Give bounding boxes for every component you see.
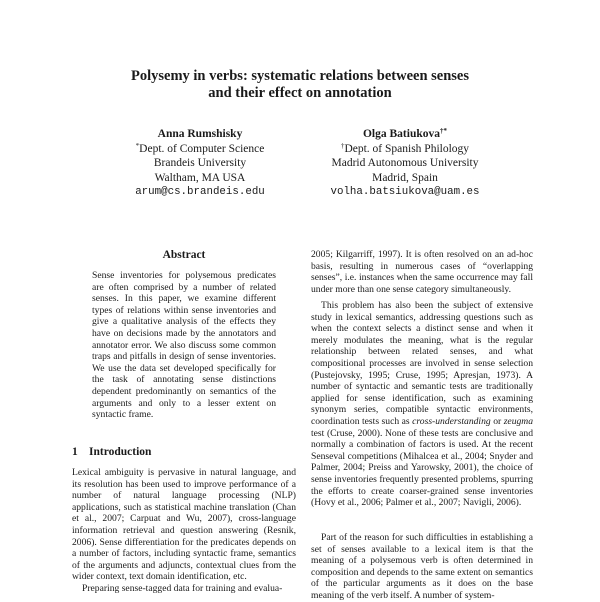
- right-paragraph-3: Part of the reason for such difficulties in establishing a set of senses available to a lexical item is that the meaning of a polysemous verb is often determined in composition and depends to the same extent on semantics of the particular arguments as it does on the base meaning of the verb itself. A number of system-: [311, 532, 533, 601]
- title-line-2: and their effect on annotation: [208, 85, 392, 101]
- author-affiliation-dept: *Dept. of Computer Science: [135, 141, 265, 155]
- author-block-1: [100, 127, 300, 200]
- section-heading: [72, 446, 151, 458]
- author-name: Olga Batiukova†*: [362, 127, 447, 140]
- author-block-2: [305, 127, 505, 200]
- author-institution: Brandeis University: [153, 157, 247, 170]
- abstract-text: Sense inventories for polysemous predicates are often comprised by a number of related senses. In this paper, we examine different types of relations within sense inventories and give a qualitative analysis of the effects they have on decisions made by the annotators and annotator error. We also discuss some common traps and pitfalls in design of sense inventories. We use the data set developed specifically for the task of annotating sense distinctions dependent predominantly on semantics of the arguments and only to a lesser extent on syntactic frame.: [92, 270, 276, 421]
- right-paragraph-1: 2005; Kilgarriff, 1997). It is often resolved on an ad-hoc basis, resulting in numerous cases of “overlapping senses”, i.e. instances when the same occurrence may fall under more than one sense category simultaneously.: [311, 249, 533, 295]
- author-name: Anna Rumshisky: [157, 128, 243, 140]
- author-email: volha.batsiukova@uam.es: [330, 186, 480, 199]
- section-number: 1: [72, 446, 78, 458]
- author-affiliation-dept: †Dept. of Spanish Philology: [340, 141, 470, 155]
- intro-paragraph-2: Preparing sense-tagged data for training and evalua-: [82, 583, 283, 594]
- paper-title: [0, 68, 600, 102]
- abstract-heading: Abstract: [162, 249, 206, 261]
- section-title: Introduction: [89, 446, 152, 458]
- term-cross-understanding: cross-understanding: [412, 415, 491, 427]
- title-line-1: Polysemy in verbs: systematic relations between senses: [130, 68, 470, 84]
- right-paragraph-2: This problem has also been the subject of extensive study in lexical semantics, addressing questions such as when the context selects a distinct sense and when it merely modulates the meaning, what is the regular relationship between related senses, and what compositional processes are involved in sense selection (Pustejovsky, 1995; Cruse, 1995; Apresjan, 1973). A number of syntactic and semantic tests are traditionally applied for sense identification, such as examining synonym series, compatible syntactic environments, coordination tests such as cross-understanding or zeugma test (Cruse, 2000). None of these tests are conclusive and normally a combination of factors is used. At the recent Senseval competitions (Mihalcea et al., 2004; Snyder and Palmer, 2004; Preiss and Yarowsky, 2001), the choice of sense inventories frequently presented problems, spurring the efforts to create coarser-grained sense inventories (Hovy et al., 2006; Palmer et al., 2007; Navigli, 2006).: [311, 300, 534, 509]
- author-institution: Madrid Autonomous University: [331, 157, 479, 170]
- author-location: Waltham, MA USA: [154, 171, 246, 184]
- author-location: Madrid, Spain: [372, 171, 438, 184]
- intro-paragraph-1: Lexical ambiguity is pervasive in natural language, and its resolution has been used to improve performance of a number of natural language processing (NLP) applications, such as statistical machine translation (Chan et al., 2007; Carpuat and Wu, 2007), cross-language information retrieval and question answering (Resnik, 2006). Sense differentiation for the predicates depends on a number of factors, including syntactic frame, semantics of the arguments and adjuncts, contextual clues from the wider context, text domain identification, etc.: [72, 467, 296, 583]
- author-email: arum@cs.brandeis.edu: [135, 186, 265, 199]
- term-zeugma: zeugma: [503, 415, 534, 427]
